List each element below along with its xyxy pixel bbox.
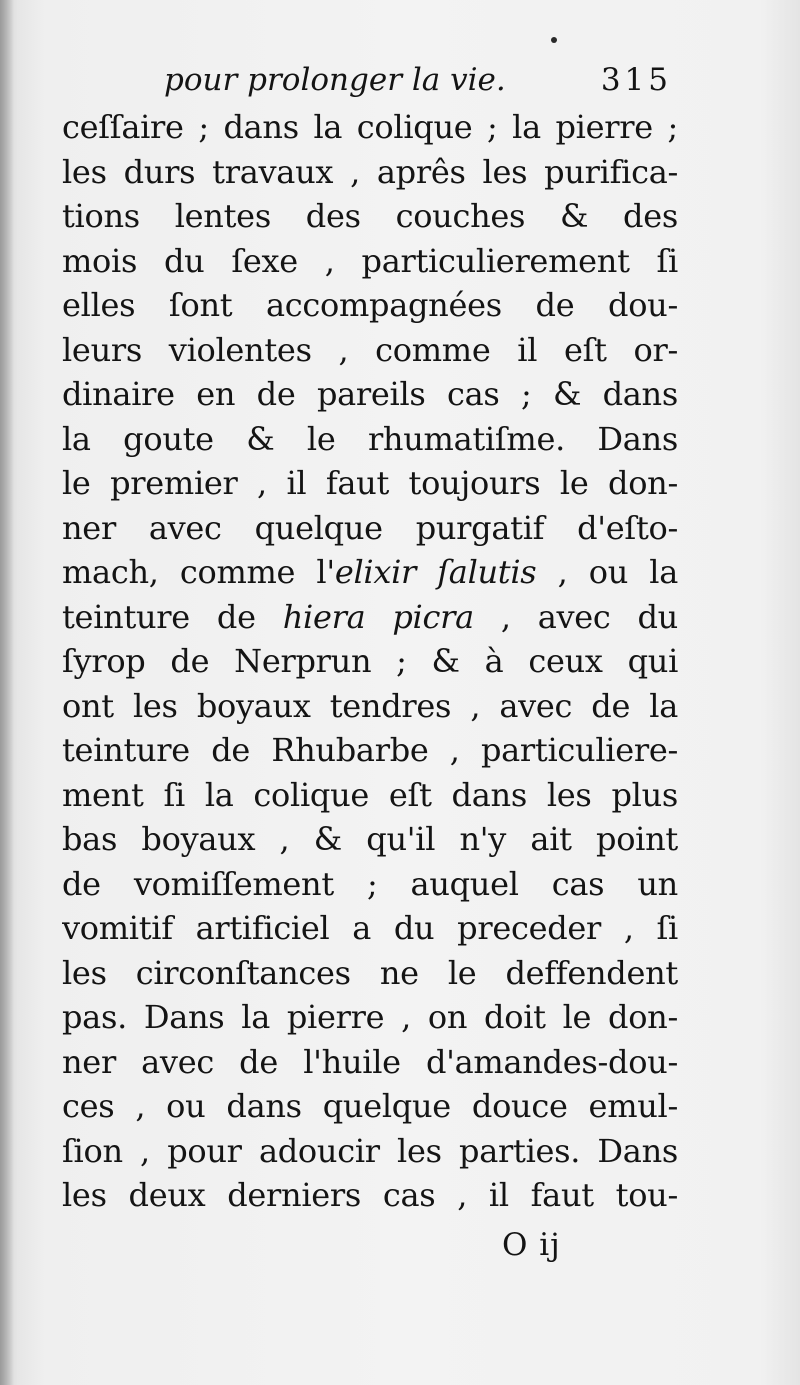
running-title: pour prolonger la vie. — [164, 62, 506, 98]
text-line: leurs violentes , comme il eſt or- — [62, 330, 678, 369]
text-line: teinture de Rhubarbe , particuliere- — [62, 731, 678, 769]
text-line: le premier , il faut toujours le don- — [62, 464, 678, 502]
text-segment: , avec du — [473, 597, 678, 636]
ink-speck — [551, 37, 557, 43]
italic-term: elixir ſalutis — [334, 553, 537, 591]
text-line: ner avec quelque purgatif d'eſto- — [62, 508, 678, 547]
body-text — [62, 105, 678, 1218]
binding-shadow — [0, 0, 14, 1385]
text-line: bas boyaux , & qu'il n'y ait point — [62, 820, 678, 858]
text-segment: , ou la — [536, 553, 678, 591]
book-page — [62, 55, 678, 1268]
page-number: 315 — [600, 62, 672, 98]
text-line — [62, 550, 678, 595]
italic-term: hiera picra — [282, 597, 474, 636]
signature-mark: O ij — [502, 1226, 561, 1263]
text-line: tions lentes des couches & des — [62, 197, 678, 235]
text-line: ment ſi la colique eſt dans les plus — [62, 775, 678, 814]
text-line: elles ſont accompagnées de dou- — [62, 286, 678, 324]
text-line: pas. Dans la pierre , on doit le don- — [62, 998, 678, 1036]
text-line: ner avec de l'huile d'amandes-dou- — [62, 1042, 678, 1081]
text-line: de vomiſſement ; auquel cas un — [62, 864, 678, 903]
text-line: les durs travaux , aprês les purifica- — [62, 152, 678, 191]
text-line — [62, 595, 678, 640]
text-line: vomitif artificiel a du preceder , ſi — [62, 909, 678, 947]
text-line: mois du ſexe , particulierement ſi — [62, 241, 678, 280]
text-segment: teinture de — [62, 597, 283, 636]
signature-line — [62, 1218, 678, 1268]
text-line: la goute & le rhumatiſme. Dans — [62, 419, 678, 458]
running-head — [62, 55, 678, 105]
text-line: ſyrop de Nerprun ; & à ceux qui — [62, 642, 678, 680]
text-line: dinaire en de pareils cas ; & dans — [62, 375, 678, 413]
text-segment: mach, comme l' — [62, 553, 335, 591]
text-line: ſion , pour adoucir les parties. Dans — [62, 1131, 678, 1170]
text-line: ceſſaire ; dans la colique ; la pierre ; — [62, 108, 678, 146]
text-line: les circonſtances ne le deffendent — [62, 953, 678, 992]
text-line: les deux derniers cas , il faut tou- — [62, 1176, 678, 1214]
text-line: ont les boyaux tendres , avec de la — [62, 686, 678, 725]
text-line: ces , ou dans quelque douce emul- — [62, 1087, 678, 1125]
